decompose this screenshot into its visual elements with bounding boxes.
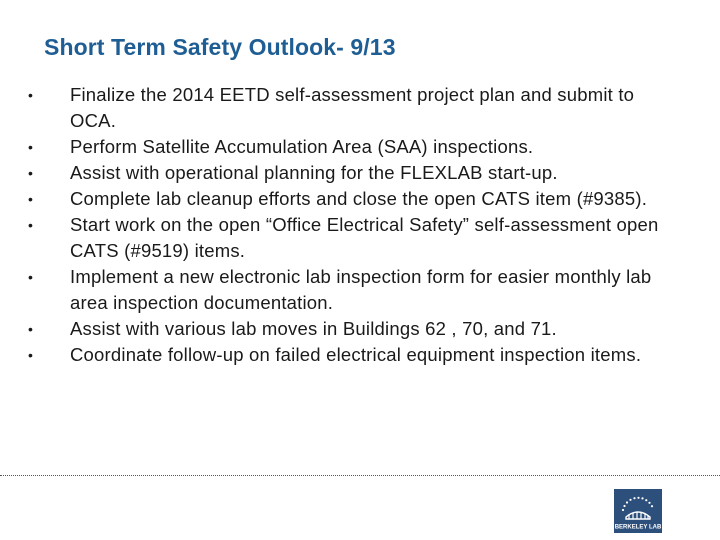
bullet-item bbox=[28, 264, 683, 316]
bullet-dot-icon: • bbox=[28, 321, 34, 337]
bullet-dot-icon: • bbox=[28, 347, 34, 363]
bullet-item bbox=[28, 82, 683, 134]
bullet-item bbox=[28, 134, 683, 160]
bullet-text: Finalize the 2014 EETD self-assessment project plan and submit to OCA. bbox=[70, 84, 635, 131]
bullet-list bbox=[28, 82, 683, 368]
bullet-dot-icon: • bbox=[28, 165, 34, 181]
bullet-dot-icon: • bbox=[28, 139, 34, 155]
footer-divider bbox=[0, 475, 720, 476]
bullet-dot-icon: • bbox=[28, 217, 34, 233]
bullet-text: Perform Satellite Accumulation Area (SAA) inspections. bbox=[70, 136, 534, 157]
logo-wordmark: BERKELEY LAB bbox=[614, 524, 662, 531]
bullet-item bbox=[28, 160, 683, 186]
bullet-text: Implement a new electronic lab inspection form for easier monthly lab area inspection documentation. bbox=[70, 266, 652, 313]
bullet-dot-icon: • bbox=[28, 87, 34, 103]
bullet-text: Complete lab cleanup efforts and close the open CATS item (#9385). bbox=[70, 188, 648, 209]
bullet-text: Assist with various lab moves in Buildings 62 , 70, and 71. bbox=[70, 318, 557, 339]
bullet-dot-icon: • bbox=[28, 269, 34, 285]
bullet-text: Coordinate follow-up on failed electrical equipment inspection items. bbox=[70, 344, 642, 365]
slide-title: Short Term Safety Outlook- 9/13 bbox=[44, 34, 396, 60]
berkeley-lab-logo-icon bbox=[614, 489, 662, 533]
bullet-item bbox=[28, 212, 683, 264]
bullet-item bbox=[28, 316, 683, 342]
berkeley-lab-logo bbox=[614, 489, 662, 533]
bullet-text: Assist with operational planning for the FLEXLAB start-up. bbox=[70, 162, 558, 183]
bullet-dot-icon: • bbox=[28, 191, 34, 207]
bullet-item bbox=[28, 342, 683, 368]
bullet-text: Start work on the open “Office Electrical Safety” self-assessment open CATS (#9519) items. bbox=[70, 214, 659, 261]
bullet-item bbox=[28, 186, 683, 212]
